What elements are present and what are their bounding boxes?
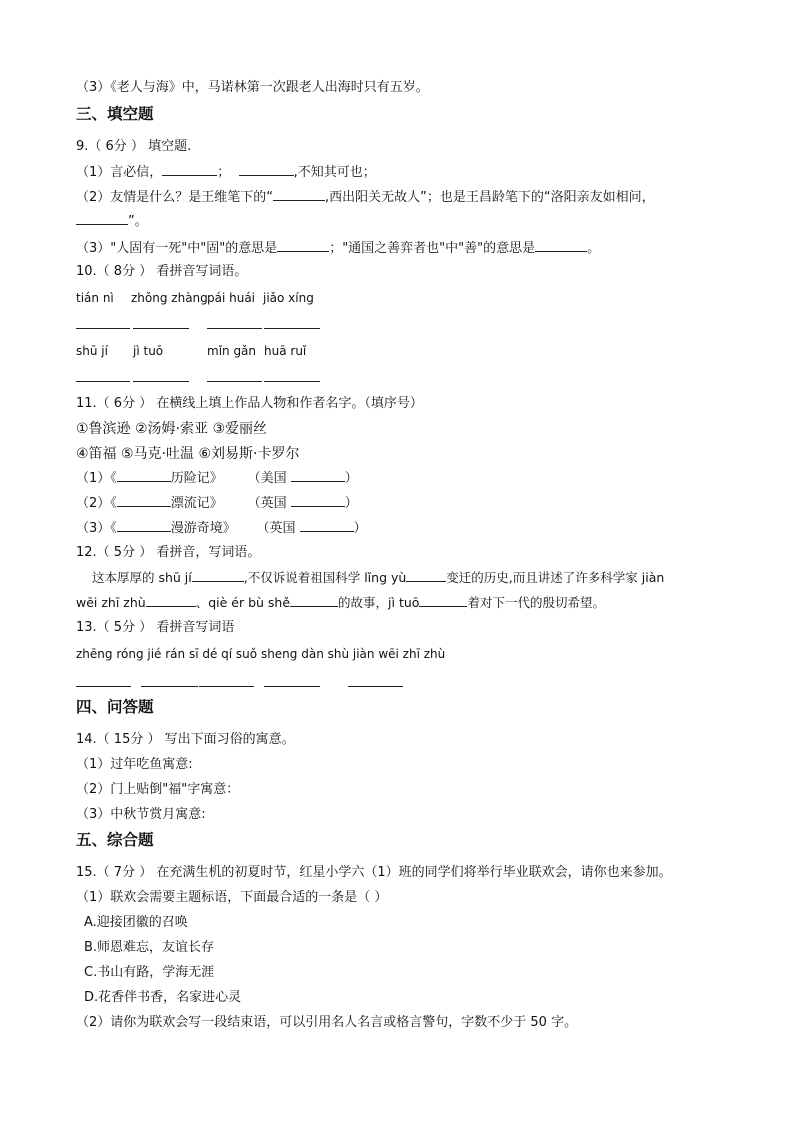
q11-r2-c: （英国 [247, 496, 287, 511]
answer-line[interactable] [76, 381, 130, 382]
answer-blank[interactable] [290, 594, 338, 607]
q10-head: 10.（ 8分 ） 看拼音写词语。 [76, 264, 248, 279]
answer-line[interactable] [141, 686, 198, 687]
answer-blank[interactable] [117, 494, 171, 507]
q12-p1-c: 变迁的历史,而且讲述了许多科学家 jiàn [446, 570, 665, 585]
q11-head: 11.（ 6分 ） 在横线上填上作品人物和作者名字。（填序号） [76, 396, 423, 411]
q9-l2-text-a: （2）友情是什么？是王维笔下的“ [76, 190, 274, 205]
q12-head: 12.（ 5分 ） 看拼音，写词语。 [76, 545, 261, 560]
q9-line-3 [76, 239, 600, 258]
q15-line-2: （2）请你为联欢会写一段结束语，可以引用名人名言或格言警句，字数不少于 50 字。 [76, 1015, 578, 1030]
q10-pinyin: shū jí [76, 344, 108, 358]
answer-blank[interactable] [76, 212, 128, 225]
q11-row-1 [76, 469, 358, 488]
q12-p2-c: 的故事，jì tuō [338, 595, 420, 610]
answer-line[interactable] [264, 328, 320, 329]
q13-pinyin: zhēng róng jié rán sī dé qí suǒ sheng dàn shù jiàn wēi zhī zhù [76, 647, 446, 661]
q9-l2-text-end: ”。 [128, 214, 148, 229]
q11-options-1: ①鲁滨逊 ②汤姆·索亚 ③爱丽丝 [76, 421, 268, 437]
q12-p1-a: 这本厚厚的 shū jí [92, 570, 192, 585]
q9-l3-text-c: 。 [587, 241, 601, 256]
q12-p1-b: ,不仅诉说着祖国科学 lǐng yù [243, 570, 407, 585]
q11-r2-b: 漂流记》 [170, 496, 223, 511]
q10-pinyin: jì tuō [133, 344, 164, 358]
q11-r1-b: 历险记》 [170, 471, 223, 486]
section-heading-fill-blank: 三、填空题 [76, 105, 154, 123]
answer-blank[interactable] [192, 569, 244, 582]
q9-l3-text-a: （3）"人固有一死"中"固"的意思是 [76, 241, 278, 256]
q9-line-2 [76, 188, 655, 207]
q9-l1-text-c: ,不知其可也； [293, 165, 376, 180]
q15-option-a: A.迎接团徽的召唤 [84, 915, 188, 930]
q10-pinyin: pái huái [207, 291, 256, 305]
q12-p2-d: 着对下一代的殷切希望。 [467, 595, 605, 610]
q14-line-1: （1）过年吃鱼寓意: [76, 757, 193, 772]
q13-head: 13.（ 5分 ） 看拼音写词语 [76, 620, 235, 635]
q14-head: 14.（ 15分 ） 写出下面习俗的寓意。 [76, 732, 295, 747]
answer-line[interactable] [207, 381, 262, 382]
answer-line[interactable] [133, 328, 189, 329]
q9-l1-text-b: ； [217, 165, 231, 180]
answer-line[interactable] [199, 686, 254, 687]
answer-blank[interactable] [117, 519, 171, 532]
q15-option-b: B.师恩难忘，友谊长存 [84, 940, 215, 955]
q9-l3-text-b: ；"通国之善弈者也"中"善"的意思是 [329, 241, 536, 256]
q14-line-2: （2）门上贴倒"福"字寓意： [76, 782, 240, 797]
q12-p2-b: 、qiè ér bù shě [195, 595, 291, 610]
q8-item-3: （3）《老人与海》中，马诺林第一次跟老人出海时只有五岁。 [76, 80, 429, 95]
q11-r3-d: ） [353, 521, 367, 536]
q10-pinyin: huā ruǐ [264, 344, 307, 358]
answer-blank[interactable] [277, 239, 329, 252]
answer-blank[interactable] [162, 163, 217, 176]
answer-blank[interactable] [535, 239, 587, 252]
answer-blank[interactable] [419, 594, 467, 607]
answer-line[interactable] [207, 328, 262, 329]
answer-blank[interactable] [291, 494, 345, 507]
q12-para-line-1 [92, 569, 664, 587]
q11-r3-a: （3）《 [76, 521, 117, 536]
q9-line-2-cont [76, 212, 148, 231]
q14-line-3: （3）中秋节赏月寓意: [76, 807, 206, 822]
q11-r1-d: ） [344, 471, 358, 486]
q9-l2-text-b: ,西出阳关无故人”；也是王昌龄笔下的“洛阳亲友如相问， [325, 190, 655, 205]
answer-line[interactable] [76, 686, 131, 687]
q12-p2-a: wēi zhī zhù [76, 595, 146, 610]
q11-r2-d: ） [344, 496, 358, 511]
answer-line[interactable] [264, 381, 320, 382]
q11-r3-c: （英国 [256, 521, 296, 536]
q10-pinyin: tián nì [76, 291, 114, 305]
q11-options-2: ④笛福 ⑤马克·吐温 ⑥刘易斯·卡罗尔 [76, 446, 300, 462]
q9-line-1 [76, 163, 376, 182]
answer-line[interactable] [264, 686, 320, 687]
q11-r1-a: （1）《 [76, 471, 117, 486]
q11-r1-c: （美国 [247, 471, 287, 486]
q11-r2-a: （2）《 [76, 496, 117, 511]
q15-option-c: C.书山有路，学海无涯 [84, 965, 215, 980]
q10-pinyin: mǐn gǎn [207, 344, 257, 358]
section-heading-comprehensive: 五、综合题 [76, 831, 154, 849]
answer-blank[interactable] [146, 594, 196, 607]
q15-line-1: （1）联欢会需要主题标语，下面最合适的一条是（ ） [76, 890, 388, 905]
q11-r3-b: 漫游奇境》 [170, 521, 236, 536]
q9-l1-text-a: （1）言必信， [76, 165, 163, 180]
answer-line[interactable] [133, 381, 189, 382]
q11-row-2 [76, 494, 358, 513]
answer-blank[interactable] [117, 469, 171, 482]
q15-option-d: D.花香伴书香，名家进心灵 [84, 990, 242, 1005]
answer-blank[interactable] [300, 519, 354, 532]
answer-blank[interactable] [291, 469, 345, 482]
answer-line[interactable] [76, 328, 130, 329]
answer-line[interactable] [348, 686, 403, 687]
answer-blank[interactable] [273, 188, 325, 201]
q15-head: 15.（ 7分 ） 在充满生机的初夏时节，红星小学六（1）班的同学们将举行毕业联欢会，请你也来参加。 [76, 865, 672, 880]
q9-head: 9.（ 6分 ） 填空题. [76, 139, 192, 154]
q12-para-line-2 [76, 594, 605, 612]
answer-blank[interactable] [239, 163, 294, 176]
q10-pinyin: jiǎo xíng [263, 291, 314, 305]
section-heading-qa: 四、问答题 [76, 698, 154, 716]
q10-pinyin: zhǒng zhàng [131, 291, 208, 305]
answer-blank[interactable] [406, 569, 446, 582]
q11-row-3 [76, 519, 367, 538]
